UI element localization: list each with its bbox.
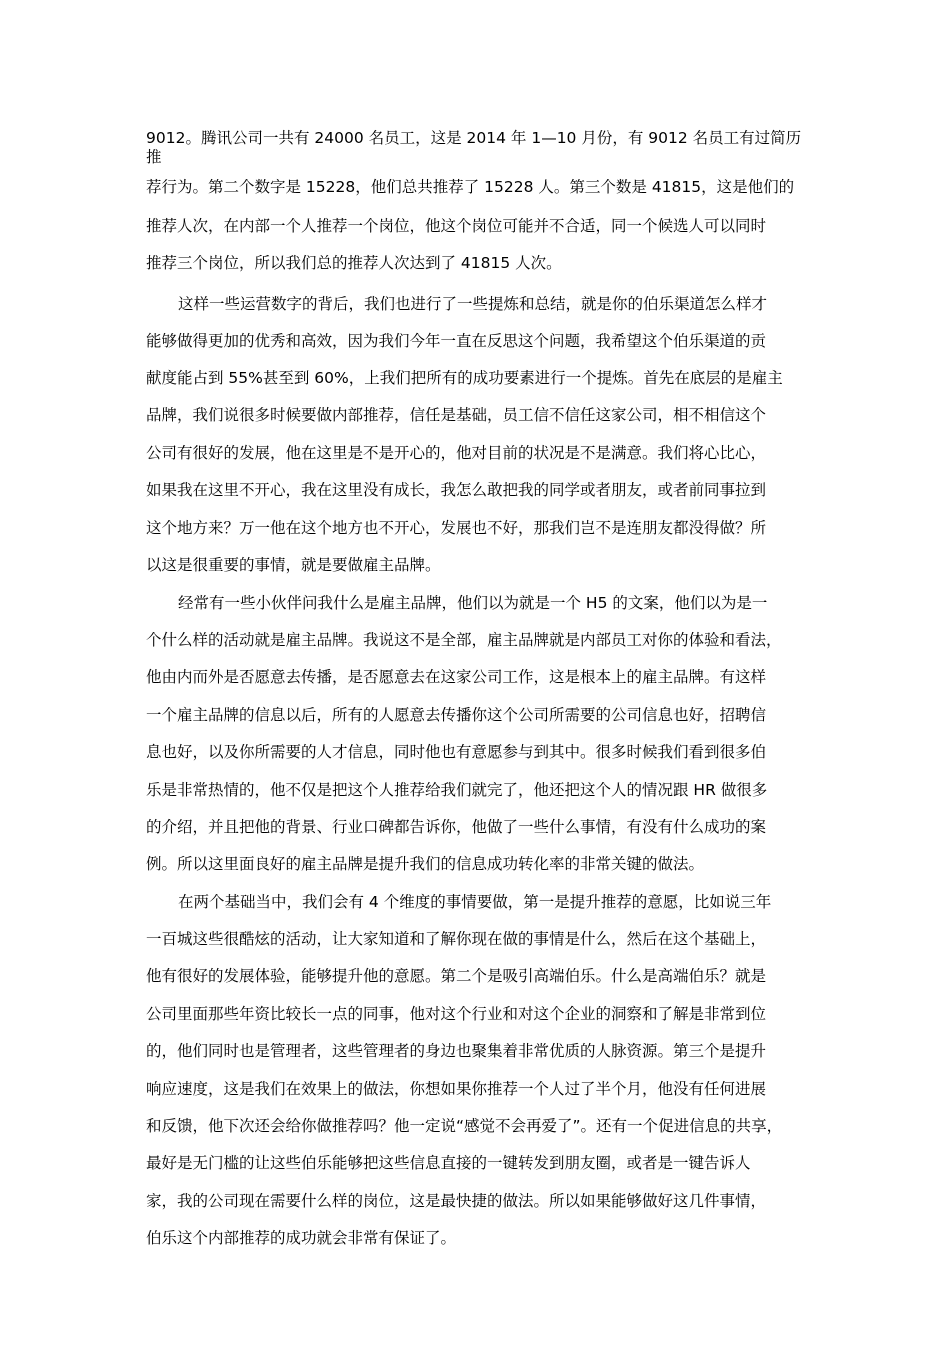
text-line: 献度能占到 55%甚至到 60%，上我们把所有的成功要素进行一个提炼。首先在底层的是雇主: [146, 369, 783, 387]
text-line: 推荐三个岗位，所以我们总的推荐人次达到了 41815 人次。: [146, 254, 562, 272]
text-line: 家，我的公司现在需要什么样的岗位，这是最快捷的做法。所以如果能够做好这几件事情，: [146, 1192, 767, 1210]
text-line: 品牌，我们说很多时候要做内部推荐，信任是基础，员工信不信任这家公司，相不相信这个: [146, 406, 767, 424]
text-line: 能够做得更加的优秀和高效，因为我们今年一直在反思这个问题，我希望这个伯乐渠道的贡: [146, 332, 767, 350]
text-line: 9012。腾讯公司一共有 24000 名员工，这是 2014 年 1—10 月份，有 9012 名员工有过简历: [146, 129, 802, 147]
paragraph-first-line: 这样一些运营数字的背后，我们也进行了一些提炼和总结，就是你的伯乐渠道怎么样才: [178, 295, 768, 313]
text-line: 乐是非常热情的，他不仅是把这个人推荐给我们就完了，他还把这个人的情况跟 HR 做很多: [146, 781, 768, 799]
text-line: 响应速度，这是我们在效果上的做法，你想如果你推荐一个人过了半个月，他没有任何进展: [146, 1080, 767, 1098]
text-line: 最好是无门槛的让这些伯乐能够把这些信息直接的一键转发到朋友圈，或者是一键告诉人: [146, 1154, 751, 1172]
text-line: 和反馈，他下次还会给你做推荐吗？他一定说“感觉不会再爱了”。还有一个促进信息的共享，: [146, 1117, 783, 1135]
text-line: 他有很好的发展体验，能够提升他的意愿。第二个是吸引高端伯乐。什么是高端伯乐？就是: [146, 967, 767, 985]
text-line: 的介绍，并且把他的背景、行业口碑都告诉你，他做了一些什么事情，有没有什么成功的案: [146, 818, 767, 836]
text-line: 的，他们同时也是管理者，这些管理者的身边也聚集着非常优质的人脉资源。第三个是提升: [146, 1042, 767, 1060]
paragraph-first-line: 经常有一些小伙伴问我什么是雇主品牌，他们以为就是一个 H5 的文案，他们以为是一: [178, 594, 768, 612]
text-line: 个什么样的活动就是雇主品牌。我说这不是全部，雇主品牌就是内部员工对你的体验和看法，: [146, 631, 782, 649]
text-line: 伯乐这个内部推荐的成功就会非常有保证了。: [146, 1229, 457, 1247]
text-line: 例。所以这里面良好的雇主品牌是提升我们的信息成功转化率的非常关键的做法。: [146, 855, 705, 873]
text-line: 一个雇主品牌的信息以后，所有的人愿意去传播你这个公司所需要的公司信息也好，招聘信: [146, 706, 767, 724]
text-line: 荐行为。第二个数字是 15228，他们总共推荐了 15228 人。第三个数是 41815，这是他们的: [146, 178, 795, 196]
text-line: 公司里面那些年资比较长一点的同事，他对这个行业和对这个企业的洞察和了解是非常到位: [146, 1005, 767, 1023]
text-line: 以这是很重要的事情，就是要做雇主品牌。: [146, 556, 441, 574]
text-line: 如果我在这里不开心，我在这里没有成长，我怎么敢把我的同学或者朋友，或者前同事拉到: [146, 481, 767, 499]
text-line: 一百城这些很酷炫的活动，让大家知道和了解你现在做的事情是什么，然后在这个基础上，: [146, 930, 767, 948]
text-line: 公司有很好的发展，他在这里是不是开心的，他对目前的状况是不是满意。我们将心比心，: [146, 444, 767, 462]
text-line: 他由内而外是否愿意去传播，是否愿意去在这家公司工作，这是根本上的雇主品牌。有这样: [146, 668, 767, 686]
text-line: 推: [146, 148, 162, 166]
text-line: 这个地方来？万一他在这个地方也不开心，发展也不好，那我们岂不是连朋友都没得做？所: [146, 519, 767, 537]
paragraph-first-line: 在两个基础当中，我们会有 4 个维度的事情要做，第一是提升推荐的意愿，比如说三年: [178, 893, 772, 911]
text-line: 推荐人次，在内部一个人推荐一个岗位，他这个岗位可能并不合适，同一个候选人可以同时: [146, 217, 767, 235]
text-line: 息也好，以及你所需要的人才信息，同时他也有意愿参与到其中。很多时候我们看到很多伯: [146, 743, 767, 761]
